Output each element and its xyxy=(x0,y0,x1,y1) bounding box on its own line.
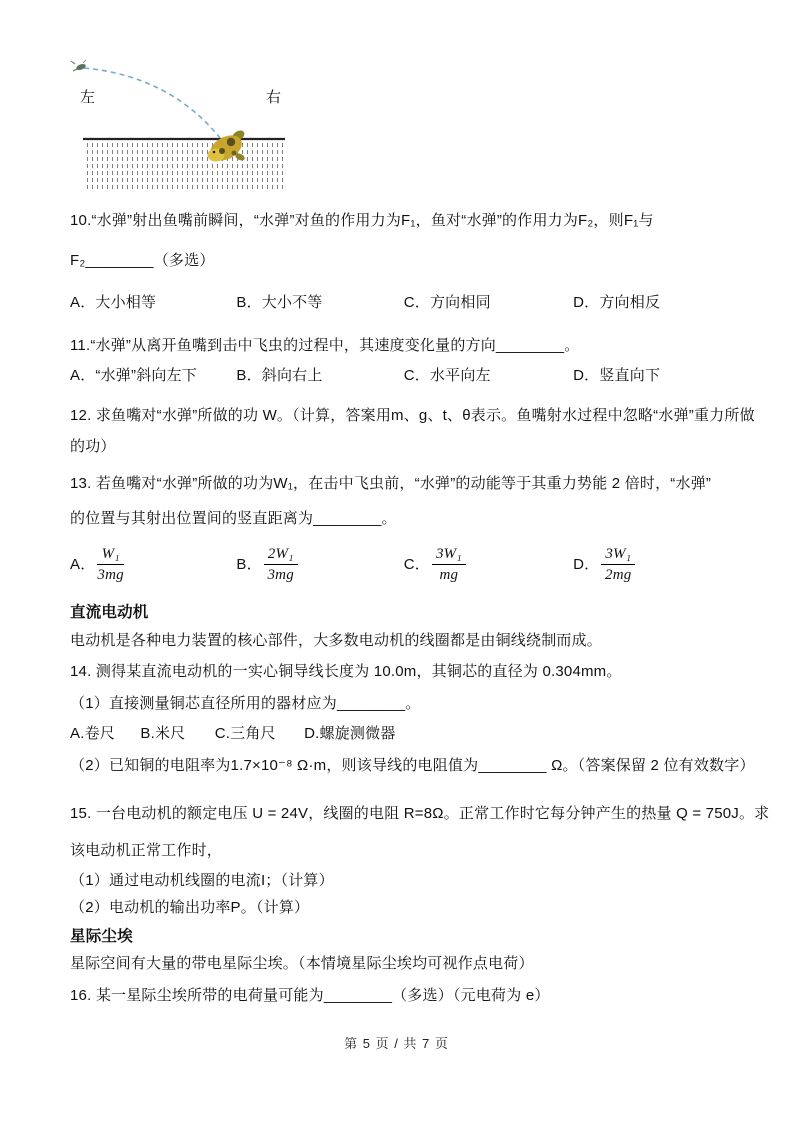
q13-line-2: 的位置与其射出位置间的竖直距离为________。 xyxy=(70,510,397,527)
q11-line-1: 11.“水弹”从离开鱼嘴到击中飞虫的过程中，其速度变化量的方向________。 xyxy=(70,337,580,354)
water-region xyxy=(83,139,285,190)
q10-line-1: 10.“水弹”射出鱼嘴前瞬间，“水弹”对鱼的作用力为F₁，鱼对“水弹”的作用力为F₂，则F₁与 xyxy=(70,212,654,229)
q10-options-row xyxy=(70,292,660,314)
section-title-dc-motor: 直流电动机 xyxy=(70,604,149,621)
archer-fish-figure xyxy=(70,58,300,198)
q13-option-d-letter: D． xyxy=(573,555,600,573)
q13-options-row xyxy=(70,545,635,584)
q13-option-b-letter: B． xyxy=(236,555,262,573)
q13-option-d-fraction: $\frac{\text{3W₁}}{2mg}$ xyxy=(601,545,635,584)
label-left: 左 xyxy=(80,89,96,106)
trajectory-dashed-curve xyxy=(84,68,220,138)
q15-sub-2: （2）电动机的输出功率P。（计算） xyxy=(70,899,310,916)
q13-option-c xyxy=(404,545,569,584)
q10-option-b: B．大小不等 xyxy=(236,294,323,311)
q16-line-1: 16. 某一星际尘埃所带的电荷量可能为________（多选）（元电荷为 e） xyxy=(70,987,550,1004)
q13-option-a xyxy=(70,545,232,584)
q13-option-c-letter: C． xyxy=(403,555,430,573)
q15-line-1: 15. 一台电动机的额定电压 U = 24V，线圈的电阻 R=8Ω。正常工作时它每分钟产生的热量 Q = 750J。求 xyxy=(70,805,770,822)
q10-option-c: C．方向相同 xyxy=(403,294,491,311)
q10-line-2: F₂________（多选） xyxy=(70,252,215,269)
label-right: 右 xyxy=(266,89,282,106)
q13-option-c-fraction: $\frac{\text{3W₁}}{mg}$ xyxy=(432,545,466,584)
q13-option-d xyxy=(573,545,635,584)
q14-sub-2: （2）已知铜的电阻率为1.7×10⁻⁸ Ω·m，则该导线的电阻值为________ Ω。（答案保留 2 位有效数字） xyxy=(70,757,755,774)
q11-option-a: A．“水弹”斜向左下 xyxy=(70,367,197,384)
q10-option-a: A．大小相等 xyxy=(70,294,157,311)
q14-option-d: D.螺旋测微器 xyxy=(304,725,396,742)
q14-sub-1: （1）直接测量铜芯直径所用的器材应为________。 xyxy=(70,695,421,712)
q14-options-row xyxy=(70,723,396,745)
insect-icon xyxy=(71,60,87,71)
q11-options-row xyxy=(70,365,660,387)
q14-option-a: A.卷尺 xyxy=(70,725,115,742)
q13-option-a-letter: A． xyxy=(70,555,96,573)
q13-option-b-fraction: $\frac{\text{2W₁}}{3mg}$ xyxy=(264,545,298,584)
q13-option-b xyxy=(236,545,399,584)
page-footer: 第 5 页 / 共 7 页 xyxy=(344,1036,449,1051)
q13-line-1: 13. 若鱼嘴对“水弹”所做的功为W₁，在击中飞虫前，“水弹”的动能等于其重力势能 2 倍时，“水弹” xyxy=(70,475,712,492)
q14-option-c: C.三角尺 xyxy=(214,725,276,742)
q10-option-d: D．方向相反 xyxy=(573,294,661,311)
q15-line-2: 该电动机正常工作时， xyxy=(70,842,223,859)
q11-option-c: C．水平向左 xyxy=(403,367,491,384)
q12-line-1: 12. 求鱼嘴对“水弹”所做的功 W。（计算，答案用m、g、t、θ表示。鱼嘴射水过程中忽略“水弹”重力所做 xyxy=(70,407,755,424)
q11-option-d: D．竖直向下 xyxy=(573,367,661,384)
section-title-stellar-dust: 星际尘埃 xyxy=(70,928,133,945)
q13-option-a-fraction: $\frac{\text{W₁}}{3mg}$ xyxy=(97,546,124,583)
q14-option-b: B.米尺 xyxy=(140,725,186,742)
q14-line-1: 14. 测得某直流电动机的一实心铜导线长度为 10.0m，其铜芯的直径为 0.304mm。 xyxy=(70,663,622,680)
section-dust-intro: 星际空间有大量的带电星际尘埃。（本情境星际尘埃均可视作点电荷） xyxy=(70,955,534,972)
section-motor-intro: 电动机是各种电力装置的核心部件，大多数电动机的线圈都是由铜线绕制而成。 xyxy=(70,632,603,649)
q15-sub-1: （1）通过电动机线圈的电流I；（计算） xyxy=(70,872,334,889)
q11-option-b: B．斜向右上 xyxy=(236,367,323,384)
q12-line-2: 的功） xyxy=(70,438,116,455)
